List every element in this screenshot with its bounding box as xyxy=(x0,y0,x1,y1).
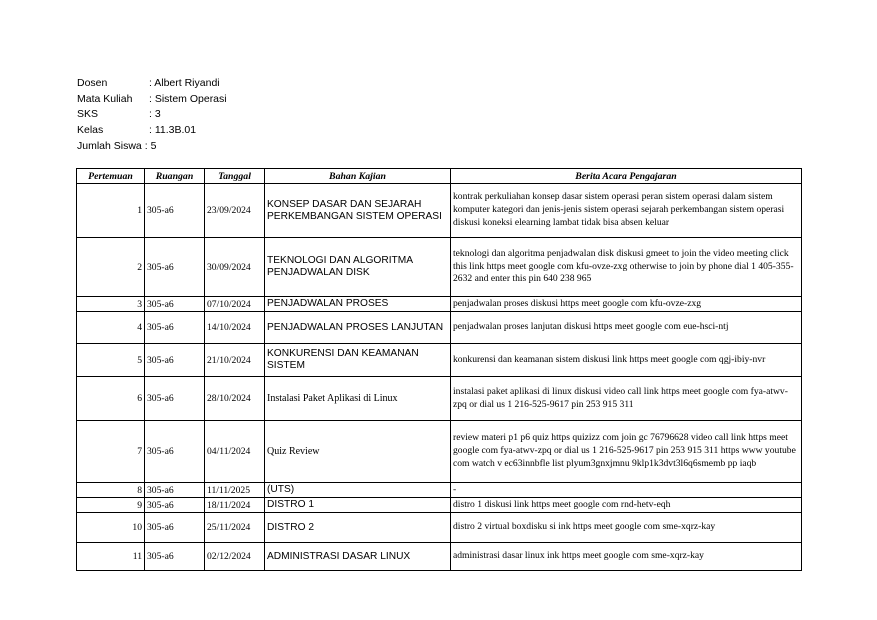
cell-news: instalasi paket aplikasi di linux diskusi video call link https meet google com fya-atwv-zpq or dial us 1 216-525-9617 pin 253 915 311 xyxy=(451,377,802,421)
cell-news: - xyxy=(451,483,802,498)
cell-topic: PENJADWALAN PROSES xyxy=(265,297,451,312)
info-value: : 11.3B.01 xyxy=(149,124,197,137)
info-label: Kelas xyxy=(77,124,104,137)
cell-room: 305-a6 xyxy=(145,513,205,543)
cell-news: administrasi dasar linux ink https meet google com sme-xqrz-kay xyxy=(451,543,802,571)
cell-topic: KONSEP DASAR DAN SEJARAH PERKEMBANGAN SISTEM OPERASI xyxy=(265,184,451,238)
cell-news: distro 1 diskusi link https meet google com rnd-hetv-eqh xyxy=(451,498,802,513)
header-room: Ruangan xyxy=(145,169,205,184)
cell-date: 28/10/2024 xyxy=(205,377,265,421)
info-row-kelas xyxy=(77,123,227,139)
cell-news: kontrak perkuliahan konsep dasar sistem operasi peran sistem operasi dalam sistem komputer kategori dan jenis-jenis sistem operasi sejarah perkembangan sistem operasi diskusi koneksi elearning lambat tidak bisa absen keluar xyxy=(451,184,802,238)
cell-room: 305-a6 xyxy=(145,297,205,312)
cell-news: penjadwalan proses diskusi https meet google com kfu-ovze-zxg xyxy=(451,297,802,312)
cell-room: 305-a6 xyxy=(145,421,205,483)
cell-date: 30/09/2024 xyxy=(205,238,265,297)
table-row xyxy=(77,344,802,377)
table-row xyxy=(77,543,802,571)
cell-topic: DISTRO 2 xyxy=(265,513,451,543)
cell-meeting: 10 xyxy=(77,513,145,543)
cell-topic: KONKURENSI DAN KEAMANAN SISTEM xyxy=(265,344,451,377)
cell-meeting: 6 xyxy=(77,377,145,421)
cell-room: 305-a6 xyxy=(145,543,205,571)
info-label: SKS xyxy=(77,108,99,121)
table-row xyxy=(77,421,802,483)
cell-date: 21/10/2024 xyxy=(205,344,265,377)
cell-meeting: 7 xyxy=(77,421,145,483)
table-row xyxy=(77,184,802,238)
cell-date: 11/11/2025 xyxy=(205,483,265,498)
info-value: : 5 xyxy=(144,139,157,152)
table-row xyxy=(77,312,802,344)
info-row-sks xyxy=(77,107,227,123)
cell-meeting: 2 xyxy=(77,238,145,297)
header-meeting: Pertemuan xyxy=(77,169,145,184)
cell-room: 305-a6 xyxy=(145,344,205,377)
info-label: Mata Kuliah xyxy=(77,92,133,105)
cell-room: 305-a6 xyxy=(145,238,205,297)
teaching-record-table xyxy=(76,168,802,571)
info-value: : Albert Riyandi xyxy=(149,77,220,89)
cell-topic: ADMINISTRASI DASAR LINUX xyxy=(265,543,451,571)
cell-date: 07/10/2024 xyxy=(205,297,265,312)
cell-meeting: 1 xyxy=(77,184,145,238)
cell-date: 23/09/2024 xyxy=(205,184,265,238)
info-value: : Sistem Operasi xyxy=(149,92,227,105)
info-row-jumlah-siswa xyxy=(77,139,227,155)
cell-date: 25/11/2024 xyxy=(205,513,265,543)
cell-topic: TEKNOLOGI DAN ALGORITMA PENJADWALAN DISK xyxy=(265,238,451,297)
cell-news: teknologi dan algoritma penjadwalan disk diskusi gmeet to join the video meeting click this link https meet google com kfu-ovze-zxg otherwise to join by phone dial 1 405-355-2632 and enter this pin 640 238 965 xyxy=(451,238,802,297)
cell-meeting: 3 xyxy=(77,297,145,312)
cell-meeting: 8 xyxy=(77,483,145,498)
table-header-row xyxy=(77,169,802,184)
table-row xyxy=(77,513,802,543)
cell-topic: Instalasi Paket Aplikasi di Linux xyxy=(265,377,451,421)
cell-meeting: 5 xyxy=(77,344,145,377)
cell-topic: DISTRO 1 xyxy=(265,498,451,513)
cell-news: distro 2 virtual boxdisku si ink https meet google com sme-xqrz-kay xyxy=(451,513,802,543)
info-label: Dosen xyxy=(77,77,108,89)
cell-date: 14/10/2024 xyxy=(205,312,265,344)
table-row xyxy=(77,238,802,297)
table-row xyxy=(77,483,802,498)
cell-topic: PENJADWALAN PROSES LANJUTAN xyxy=(265,312,451,344)
cell-date: 04/11/2024 xyxy=(205,421,265,483)
header-news: Berita Acara Pengajaran xyxy=(451,169,802,184)
cell-date: 18/11/2024 xyxy=(205,498,265,513)
cell-room: 305-a6 xyxy=(145,483,205,498)
cell-room: 305-a6 xyxy=(145,312,205,344)
cell-meeting: 4 xyxy=(77,312,145,344)
header-date: Tanggal xyxy=(205,169,265,184)
info-row-dosen xyxy=(77,76,227,92)
table-row xyxy=(77,297,802,312)
cell-topic: Quiz Review xyxy=(265,421,451,483)
header-topic: Bahan Kajian xyxy=(265,169,451,184)
cell-room: 305-a6 xyxy=(145,498,205,513)
cell-date: 02/12/2024 xyxy=(205,543,265,571)
cell-news: penjadwalan proses lanjutan diskusi https meet google com eue-hsci-ntj xyxy=(451,312,802,344)
info-value: : 3 xyxy=(149,108,161,121)
cell-news: konkurensi dan keamanan sistem diskusi link https meet google com qgj-ibiy-nvr xyxy=(451,344,802,377)
cell-news: review materi p1 p6 quiz https quizizz com join gc 76796628 video call link https meet google com fya-atwv-zpq or dial us 1 216-525-9617 pin 253 915 311 https www youtube com watch v ec63innbfle list plyum3gnxjmnu 9klp1k3dvt3l6q6smemb pp iaqb xyxy=(451,421,802,483)
cell-topic: (UTS) xyxy=(265,483,451,498)
cell-room: 305-a6 xyxy=(145,184,205,238)
table-row xyxy=(77,498,802,513)
cell-meeting: 11 xyxy=(77,543,145,571)
info-row-mata-kuliah xyxy=(77,92,227,108)
cell-meeting: 9 xyxy=(77,498,145,513)
info-label: Jumlah Siswa xyxy=(77,139,142,152)
cell-room: 305-a6 xyxy=(145,377,205,421)
table-row xyxy=(77,377,802,421)
course-info xyxy=(77,76,227,155)
